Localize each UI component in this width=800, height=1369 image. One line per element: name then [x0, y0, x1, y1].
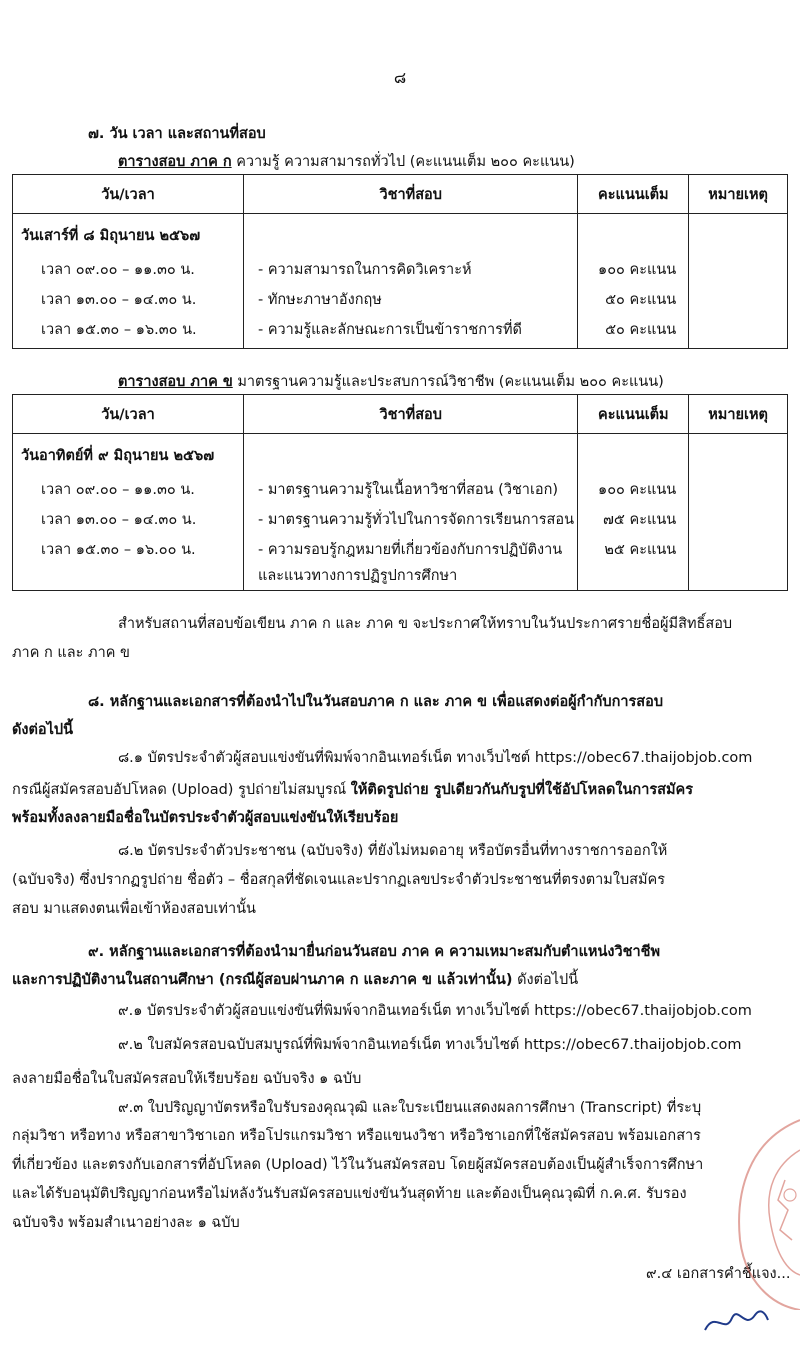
- table-b-caption: [118, 370, 664, 393]
- table-b-header-subject: วิชาที่สอบ: [244, 395, 578, 434]
- item-8-1: ๘.๑ บัตรประจำตัวผู้สอบแข่งขันที่พิมพ์จากอินเทอร์เน็ต ทางเว็บไซต์ https://obec67.thaijobjob.com: [118, 750, 753, 766]
- table-a-time-2: เวลา ๑๓.๐๐ – ๑๔.๓๐ น.: [41, 292, 197, 308]
- item-9-2-line2: ลงลายมือชื่อในใบสมัครสอบให้เรียบร้อย ฉบับจริง ๑ ฉบับ: [12, 1071, 362, 1087]
- table-b-caption-title: ตารางสอบ ภาค ข: [118, 374, 233, 390]
- item-8-1-line2: [12, 778, 693, 801]
- table-a-subject-1: - ความสามารถในการคิดวิเคราะห์: [258, 262, 472, 278]
- table-a-header-score: คะแนนเต็ม: [578, 175, 689, 214]
- table-a-score-2: ๕๐ คะแนน: [605, 292, 677, 308]
- item-8-1-upload-note: กรณีผู้สมัครสอบอัปโหลด (Upload) รูปถ่ายไม่สมบูรณ์: [12, 782, 347, 798]
- item-8-2-line3: สอบ มาแสดงตนเพื่อเข้าห้องสอบเท่านั้น: [12, 901, 256, 917]
- table-a-time-3: เวลา ๑๕.๓๐ – ๑๖.๓๐ น.: [41, 322, 197, 338]
- table-a-day: วันเสาร์ที่ ๘ มิถุนายน ๒๕๖๗: [21, 228, 201, 244]
- table-b-note-cell: [689, 434, 788, 591]
- table-b-subject-2: - มาตรฐานความรู้ทั่วไปในการจัดการเรียนการสอน: [258, 512, 574, 528]
- exam-table-a: [12, 174, 788, 349]
- table-b-day: วันอาทิตย์ที่ ๙ มิถุนายน ๒๕๖๗: [21, 448, 215, 464]
- page-number: ๘: [393, 68, 407, 87]
- section9-heading-cont-rest: ดังต่อไปนี้: [512, 972, 579, 988]
- table-b-score-2: ๗๕ คะแนน: [603, 512, 677, 528]
- section9-heading-cont: [12, 968, 578, 991]
- exam-table-b: [12, 394, 788, 591]
- section9-heading-cont-bold: และการปฏิบัติงานในสถานศึกษา (กรณีผู้สอบผ่านภาค ก และภาค ข แล้วเท่านั้น): [12, 972, 513, 988]
- item-9-1: ๙.๑ บัตรประจำตัวผู้สอบแข่งขันที่พิมพ์จากอินเทอร์เน็ต ทางเว็บไซต์ https://obec67.thaijobjob.com: [118, 1003, 752, 1019]
- signature-icon: [700, 1300, 770, 1340]
- table-b-subject-1: - มาตรฐานความรู้ในเนื้อหาวิชาที่สอน (วิชาเอก): [258, 482, 559, 498]
- table-a-caption-title: ตารางสอบ ภาค ก: [118, 154, 232, 170]
- table-b-subject-3: - ความรอบรู้กฎหมายที่เกี่ยวข้องกับการปฏิบัติงาน: [258, 542, 563, 558]
- table-a-header-date: วัน/เวลา: [13, 175, 244, 214]
- exam-venue-note: สำหรับสถานที่สอบข้อเขียน ภาค ก และ ภาค ข จะประกาศให้ทราบในวันประกาศรายชื่อผู้มีสิทธิ์สอบ: [118, 616, 733, 632]
- section8-heading-cont: ดังต่อไปนี้: [12, 722, 74, 738]
- item-9-2: ๙.๒ ใบสมัครสอบฉบับสมบูรณ์ที่พิมพ์จากอินเทอร์เน็ต ทางเว็บไซต์ https://obec67.thaijobjob.com: [118, 1037, 742, 1053]
- table-b-subject-3-cont: และแนวทางการปฏิรูปการศึกษา: [258, 568, 458, 584]
- table-b-time-2: เวลา ๑๓.๐๐ – ๑๔.๓๐ น.: [41, 512, 197, 528]
- table-a-score-1: ๑๐๐ คะแนน: [598, 262, 677, 278]
- table-b-header-note: หมายเหตุ: [689, 395, 788, 434]
- table-b-time-1: เวลา ๐๙.๐๐ – ๑๑.๓๐ น.: [41, 482, 195, 498]
- table-a-note-cell: [689, 214, 788, 349]
- item-9-3-line2: กลุ่มวิชา หรือทาง หรือสาขาวิชาเอก หรือโปรแกรมวิชา หรือแขนงวิชา หรือวิชาเอกที่ใช้สมัครสอบ พร้อมเอกสาร: [12, 1128, 701, 1144]
- item-9-3-line5: ฉบับจริง พร้อมสำเนาอย่างละ ๑ ฉบับ: [12, 1215, 240, 1231]
- table-a-header-subject: วิชาที่สอบ: [244, 175, 578, 214]
- table-b-header-score: คะแนนเต็ม: [578, 395, 689, 434]
- table-b-score-3: ๒๕ คะแนน: [604, 542, 677, 558]
- table-a-score-3: ๕๐ คะแนน: [605, 322, 677, 338]
- item-8-2: ๘.๒ บัตรประจำตัวประชาชน (ฉบับจริง) ที่ยังไม่หมดอายุ หรือบัตรอื่นที่ทางราชการออกให้: [118, 843, 668, 859]
- table-a-caption-desc: ความรู้ ความสามารถทั่วไป (คะแนนเต็ม ๒๐๐ คะแนน): [236, 154, 575, 170]
- table-a-caption: [118, 150, 575, 173]
- item-9-3: ๙.๓ ใบปริญญาบัตรหรือใบรับรองคุณวุฒิ และใบระเบียนแสดงผลการศึกษา (Transcript) ที่ระบุ: [118, 1100, 702, 1116]
- section7-heading: ๗. วัน เวลา และสถานที่สอบ: [88, 126, 266, 142]
- section9-heading: ๙. หลักฐานและเอกสารที่ต้องนำมายื่นก่อนวันสอบ ภาค ค ความเหมาะสมกับตำแหน่งวิชาชีพ: [88, 944, 660, 960]
- item-9-3-line3: ที่เกี่ยวข้อง และตรงกับเอกสารที่อัปโหลด (Upload) ไว้ในวันสมัครสอบ โดยผู้สมัครสอบต้องเป็นผู้สำเร็จการศึกษา: [12, 1157, 704, 1173]
- garuda-seal-icon: [730, 1110, 800, 1310]
- item-8-1-line3: พร้อมทั้งลงลายมือชื่อในบัตรประจำตัวผู้สอบแข่งขันให้เรียบร้อย: [12, 810, 399, 826]
- section8-heading: ๘. หลักฐานและเอกสารที่ต้องนำไปในวันสอบภาค ก และ ภาค ข เพื่อแสดงต่อผู้กำกับการสอบ: [88, 694, 664, 710]
- table-a-header-note: หมายเหตุ: [689, 175, 788, 214]
- table-b-time-3: เวลา ๑๕.๓๐ – ๑๖.๐๐ น.: [41, 542, 196, 558]
- table-b-header-date: วัน/เวลา: [13, 395, 244, 434]
- item-8-1-photo-instruction: ให้ติดรูปถ่าย รูปเดียวกันกับรูปที่ใช้อัปโหลดในการสมัคร: [350, 782, 694, 798]
- table-b-score-1: ๑๐๐ คะแนน: [598, 482, 677, 498]
- exam-venue-note-cont: ภาค ก และ ภาค ข: [12, 645, 130, 661]
- table-a-subject-3: - ความรู้และลักษณะการเป็นข้าราชการที่ดี: [258, 322, 522, 338]
- item-9-4-continued: ๙.๔ เอกสารคำชี้แจง...: [646, 1266, 791, 1282]
- item-9-3-line4: และได้รับอนุมัติปริญญาก่อนหรือไม่หลังวันรับสมัครสอบแข่งขันวันสุดท้าย และต้องเป็นคุณวุฒิที่ ก.ค.ศ. รับรอง: [12, 1186, 687, 1202]
- table-a-subject-2: - ทักษะภาษาอังกฤษ: [258, 292, 382, 308]
- table-b-caption-desc: มาตรฐานความรู้และประสบการณ์วิชาชีพ (คะแนนเต็ม ๒๐๐ คะแนน): [237, 374, 664, 390]
- item-8-2-line2: (ฉบับจริง) ซึ่งปรากฏรูปถ่าย ชื่อตัว – ชื่อสกุลที่ชัดเจนและปรากฏเลขประจำตัวประชาชนที่ตรงตามใบสมัคร: [12, 872, 666, 888]
- table-a-time-1: เวลา ๐๙.๐๐ – ๑๑.๓๐ น.: [41, 262, 195, 278]
